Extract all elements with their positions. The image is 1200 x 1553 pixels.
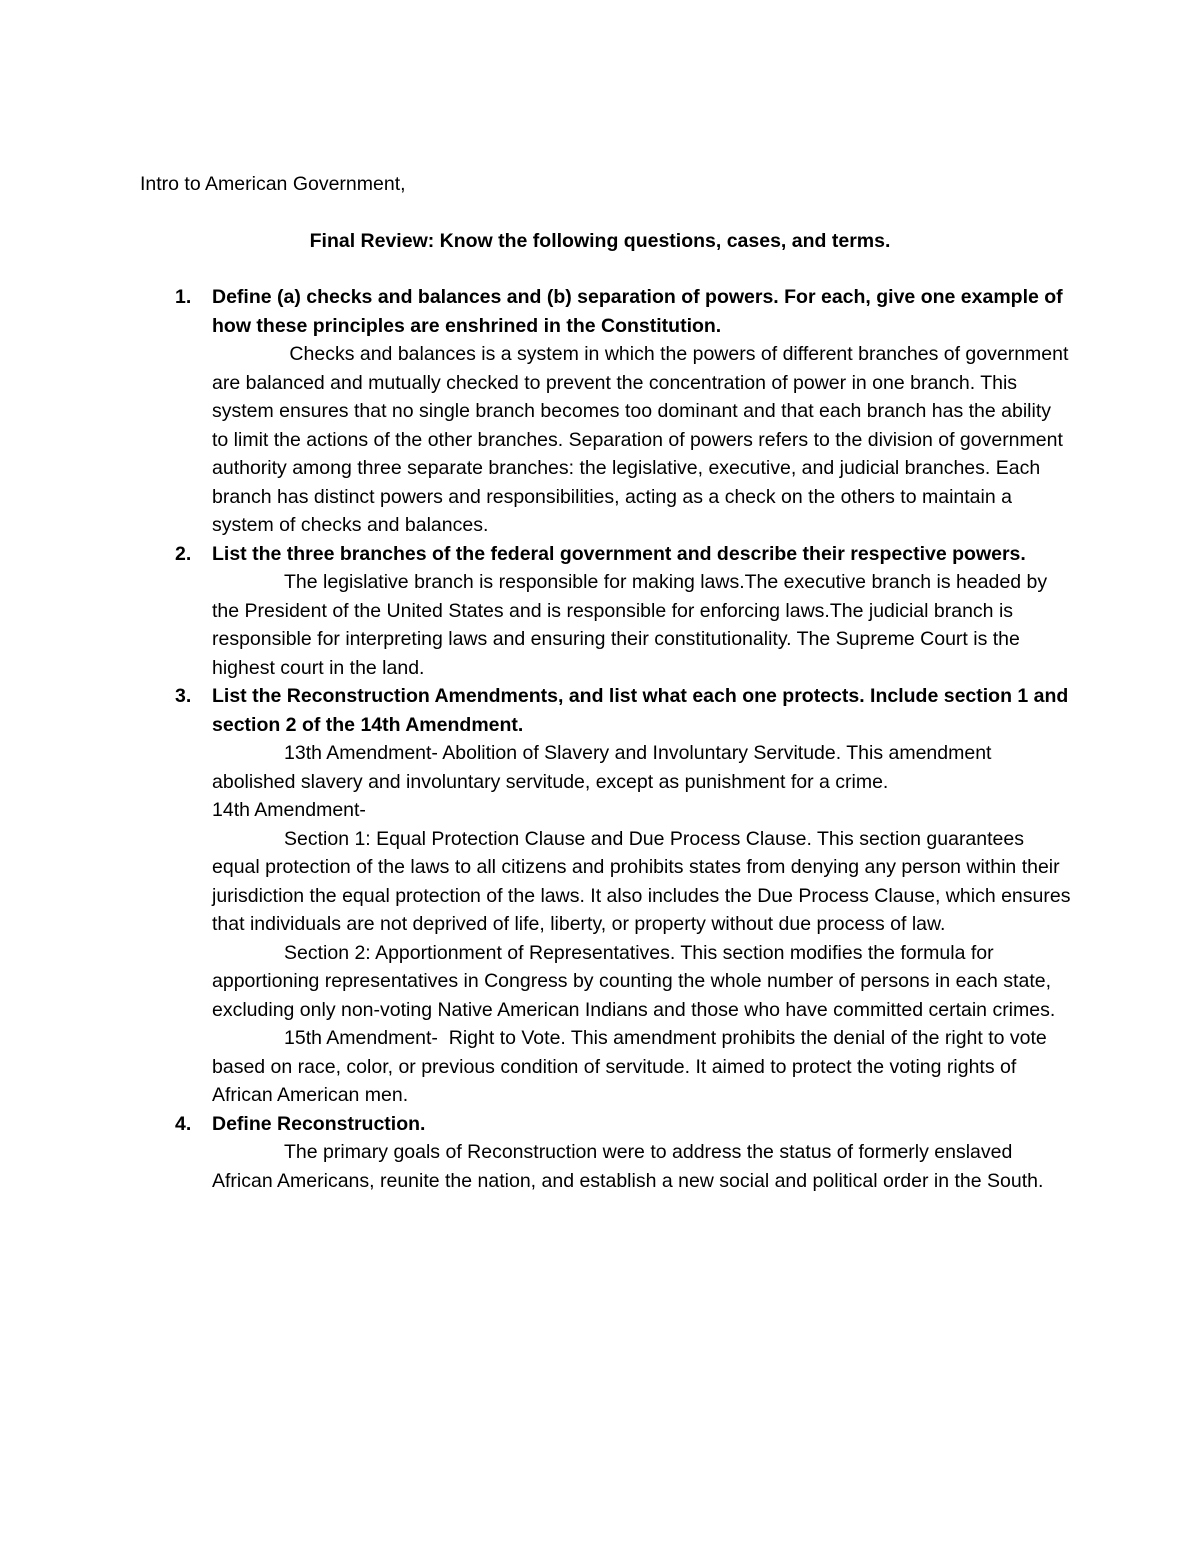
question-item-3: [175, 682, 1072, 1110]
question-number: 3.: [175, 685, 192, 707]
question-number: 1.: [175, 286, 192, 308]
question-number: 2.: [175, 542, 192, 565]
question-number: 4.: [175, 1112, 192, 1135]
answer-text: The legislative branch is responsible for making laws.The executive branch is headed by the President of the United States and is responsible for enforcing laws.The judicial branch is responsible for interpreting laws and ensuring their constitutionality. The Supreme Court is the highest court in the land.: [212, 571, 1048, 679]
course-title: Intro to American Government,: [140, 173, 406, 195]
question-text: Define (a) checks and balances and (b) separation of powers. For each, give one example of how these principles are enshrined in the Constitution.: [212, 286, 1063, 337]
amendment-15-text: 15th Amendment- Right to Vote. This amendment prohibits the denial of the right to vote based on race, color, or previous condition of servitude. It aimed to protect the voting rights of African American men.: [212, 1027, 1053, 1106]
answer-text: The primary goals of Reconstruction were to address the status of formerly enslaved African Americans, reunite the nation, and establish a new social and political order in the South.: [212, 1141, 1044, 1192]
question-text: Define Reconstruction.: [212, 1112, 426, 1135]
amendment-14-label: 14th Amendment-: [212, 799, 366, 821]
amendment-14-section-1: Section 1: Equal Protection Clause and Due Process Clause. This section guarantees equal protection of the laws to all citizens and prohibits states from denying any person within their jurisdiction the equal protection of the laws. It also includes the Due Process Clause, which ensures that individuals are not deprived of life, liberty, or property without due process of law.: [212, 827, 1071, 935]
review-title: Final Review: Know the following questions, cases, and terms.: [309, 230, 891, 252]
question-text: List the Reconstruction Amendments, and list what each one protects. Include section 1 and section 2 of the 14th Amendment.: [212, 685, 1069, 736]
amendment-13-text: 13th Amendment- Abolition of Slavery and Involuntary Servitude. This amendment abolished slavery and involuntary servitude, except as punishment for a crime.: [212, 742, 992, 793]
amendment-14-section-2: Section 2: Apportionment of Representatives. This section modifies the formula for apportioning representatives in Congress by counting the whole number of persons in each state, excluding only non-voting Native American Indians and those who have committed certain crimes.: [212, 941, 1056, 1021]
question-item-4: [175, 1110, 1072, 1196]
question-item-1: [175, 283, 1074, 540]
question-list: [175, 283, 1074, 1195]
question-item-2: [175, 540, 1072, 683]
answer-text: Checks and balances is a system in which the powers of different branches of government are balanced and mutually checked to prevent the concentration of power in one branch. This system ensures that no single branch becomes too dominant and that each branch has the ability to limit the actions of the other branches. Separation of powers refers to the division of government authority among three separate branches: the legislative, executive, and judicial branches. Each branch has distinct powers and responsibilities, acting as a check on the others to maintain a system of checks and balances.: [212, 343, 1074, 536]
question-text: List the three branches of the federal government and describe their respective powers.: [212, 542, 1026, 565]
